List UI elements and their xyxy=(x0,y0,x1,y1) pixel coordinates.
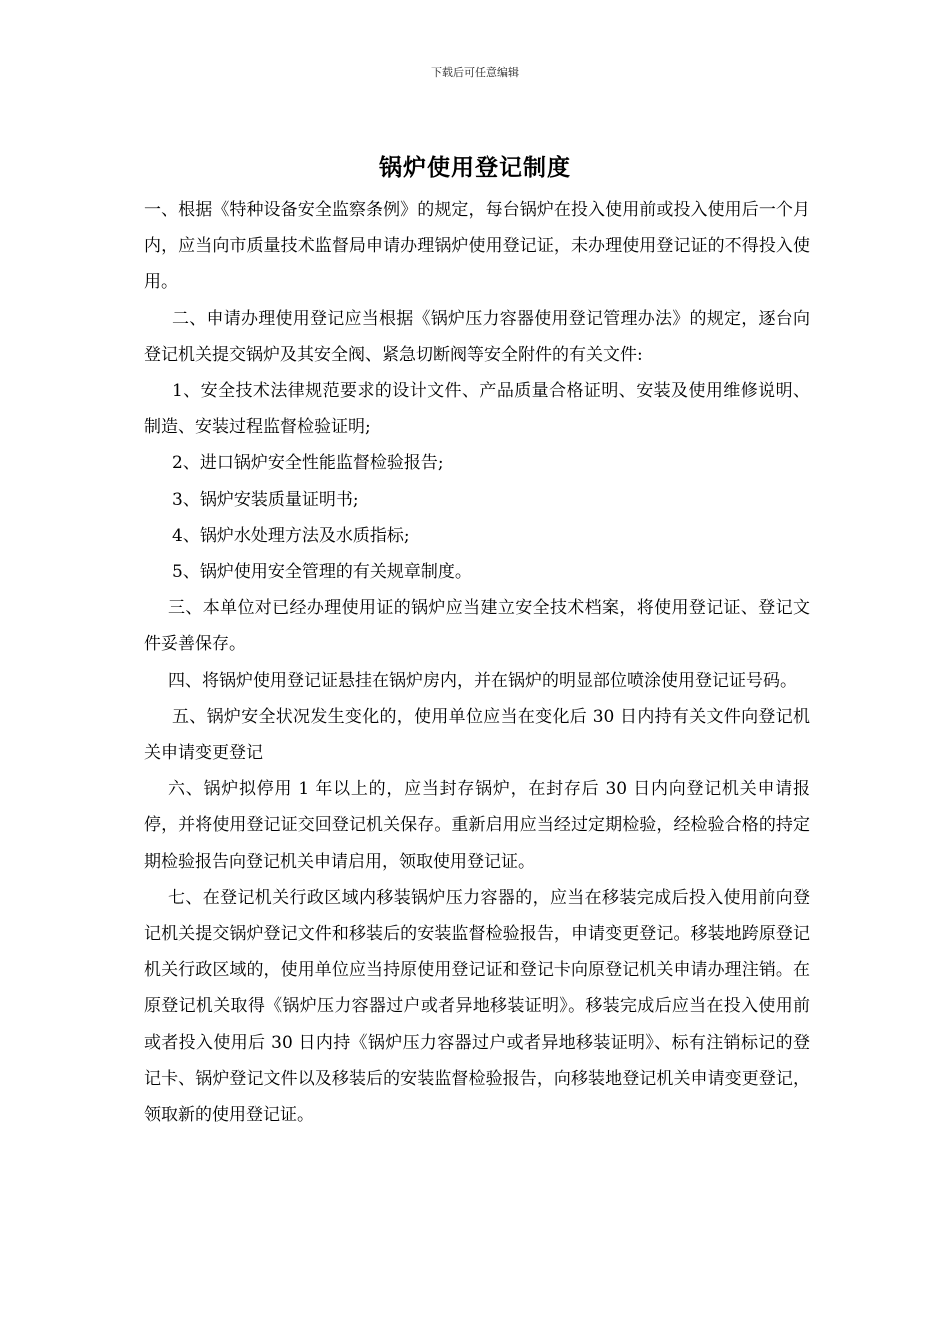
list-item-3: 3、锅炉安装质量证明书; xyxy=(172,489,359,510)
document-body xyxy=(144,192,810,1133)
paragraph-2: 二、申请办理使用登记应当根据《锅炉压力容器使用登记管理办法》的规定，逐台向登记机关提交锅炉及其安全阀、紧急切断阀等安全附件的有关文件: xyxy=(144,308,810,365)
list-item-4: 4、锅炉水处理方法及水质指标; xyxy=(172,525,410,546)
document-title: 锅炉使用登记制度 xyxy=(379,154,571,181)
paragraph-3: 三、本单位对已经办理使用证的锅炉应当建立安全技术档案，将使用登记证、登记文件妥善保存。 xyxy=(144,598,810,655)
paragraph-7: 七、在登记机关行政区域内移装锅炉压力容器的，应当在移装完成后投入使用前向登记机关提交锅炉登记文件和移装后的安装监督检验报告，申请变更登记。移装地跨原登记机关行政区域的，使用单位应当持原使用登记证和登记卡向原登记机关申请办理注销。在原登记机关取得《锅炉压力容器过户或者异地移装证明》。移装完成后应当在投入使用前或者投入使用后 30 日内持《锅炉压力容器过户或者异地移装证明》、标有注销标记的登记卡、锅炉登记文件以及移装后的安装监督检验报告，向移装地登记机关申请变更登记，领取新的使用登记证。 xyxy=(144,887,810,1126)
paragraph-1: 一、根据《特种设备安全监察条例》的规定，每台锅炉在投入使用前或投入使用后一个月内，应当向市质量技术监督局申请办理锅炉使用登记证，未办理使用登记证的不得投入使用。 xyxy=(144,200,810,293)
list-item-5: 5、锅炉使用安全管理的有关规章制度。 xyxy=(172,562,472,583)
header-note: 下载后可任意编辑 xyxy=(431,66,519,79)
paragraph-5: 五、锅炉安全状况发生变化的，使用单位应当在变化后 30 日内持有关文件向登记机关申请变更登记 xyxy=(144,706,810,764)
list-item-1: 1、安全技术法律规范要求的设计文件、产品质量合格证明、安装及使用维修说明、制造、安装过程监督检验证明; xyxy=(144,381,810,438)
paragraph-4: 四、将锅炉使用登记证悬挂在锅炉房内，并在锅炉的明显部位喷涂使用登记证号码。 xyxy=(168,670,797,691)
paragraph-6: 六、锅炉拟停用 1 年以上的，应当封存锅炉，在封存后 30 日内向登记机关申请报停，并将使用登记证交回登记机关保存。重新启用应当经过定期检验，经检验合格的持定期检验报告向登记机关申请启用，领取使用登记证。 xyxy=(144,779,810,872)
list-item-2: 2、进口锅炉安全性能监督检验报告; xyxy=(172,453,444,474)
